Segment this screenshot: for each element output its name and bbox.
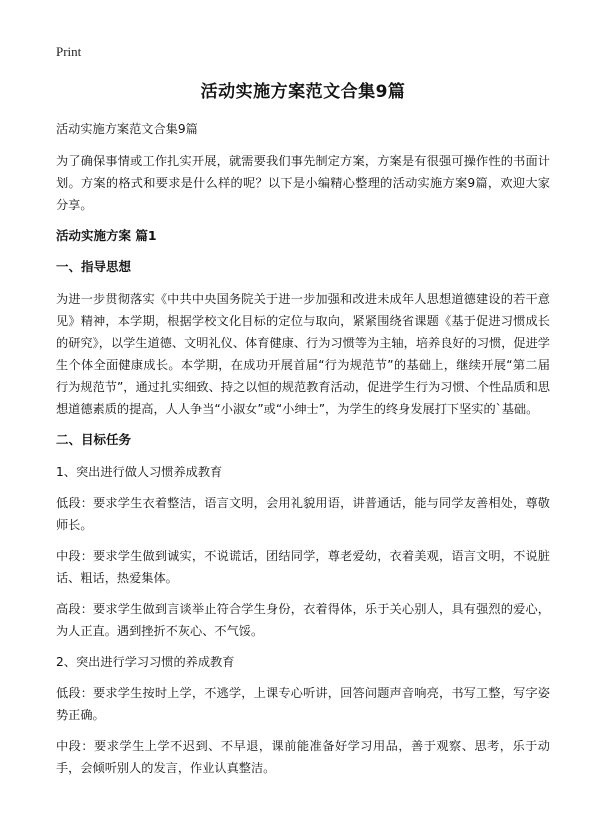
print-link[interactable]: Print bbox=[56, 44, 82, 59]
document-title: 活动实施方案范文合集9篇 bbox=[200, 82, 406, 102]
goal-low-grade-paragraph: 低段：要求学生衣着整洁，语言文明，会用礼貌用语，讲普通话，能与同学友善相处，尊敬师长。 bbox=[56, 496, 550, 532]
document-subtitle: 活动实施方案范文合集9篇 bbox=[56, 122, 198, 136]
chapter-heading: 活动实施方案 篇1 bbox=[56, 228, 157, 243]
goal-item-title: 1、突出进行做人习惯养成教育 bbox=[56, 465, 223, 479]
section-heading-goals: 二、目标任务 bbox=[56, 432, 132, 447]
goal-high-grade-paragraph: 高段：要求学生做到言谈举止符合学生身份，衣着得体，乐于关心别人，具有强烈的爱心，为人正直。遇到挫折不灰心、不气馁。 bbox=[56, 602, 550, 638]
section-heading-guiding-ideology: 一、指导思想 bbox=[56, 259, 132, 274]
goal-mid-grade-paragraph: 中段：要求学生做到诚实，不说谎话，团结同学，尊老爱幼，衣着美观，语言文明，不说脏话、粗话，热爱集体。 bbox=[56, 549, 550, 585]
study-mid-grade-paragraph: 中段：要求学生上学不迟到、不早退，课前能准备好学习用品，善于观察、思考，乐于动手，会倾听别人的发言，作业认真整洁。 bbox=[56, 739, 550, 775]
intro-paragraph: 为了确保事情或工作扎实开展，就需要我们事先制定方案，方案是有很强可操作性的书面计划。方案的格式和要求是什么样的呢？以下是小编精心整理的活动实施方案9篇，欢迎大家分享。 bbox=[56, 154, 550, 212]
study-low-grade-paragraph: 低段：要求学生按时上学，不逃学，上课专心听讲，回答问题声音响亮，书写工整，写字姿势正确。 bbox=[56, 686, 550, 722]
guiding-ideology-paragraph: 为进一步贯彻落实《中共中央国务院关于进一步加强和改进未成年人思想道德建设的若干意见》精神，本学期，根据学校文化目标的定位与取向，紧紧围绕省课题《基于促进习惯成长的研究》，以学生道德、文明礼仪、体育健康、行为习惯等为主轴，培养良好的习惯，促进学生个体全面健康成长。本学期，在成功开展首届“行为规范节”的基础上，继续开展“第二届行为规范节”，通过扎实细致、持之以恒的规范教育活动，促进学生行为习惯、个性品质和思想道德素质的提高，人人争当“小淑女”或“小绅士”，为学生的终身发展打下坚实的`基础。 bbox=[56, 292, 550, 416]
goal-item-title: 2、突出进行学习习惯的养成教育 bbox=[56, 655, 235, 669]
document-page bbox=[56, 80, 550, 788]
